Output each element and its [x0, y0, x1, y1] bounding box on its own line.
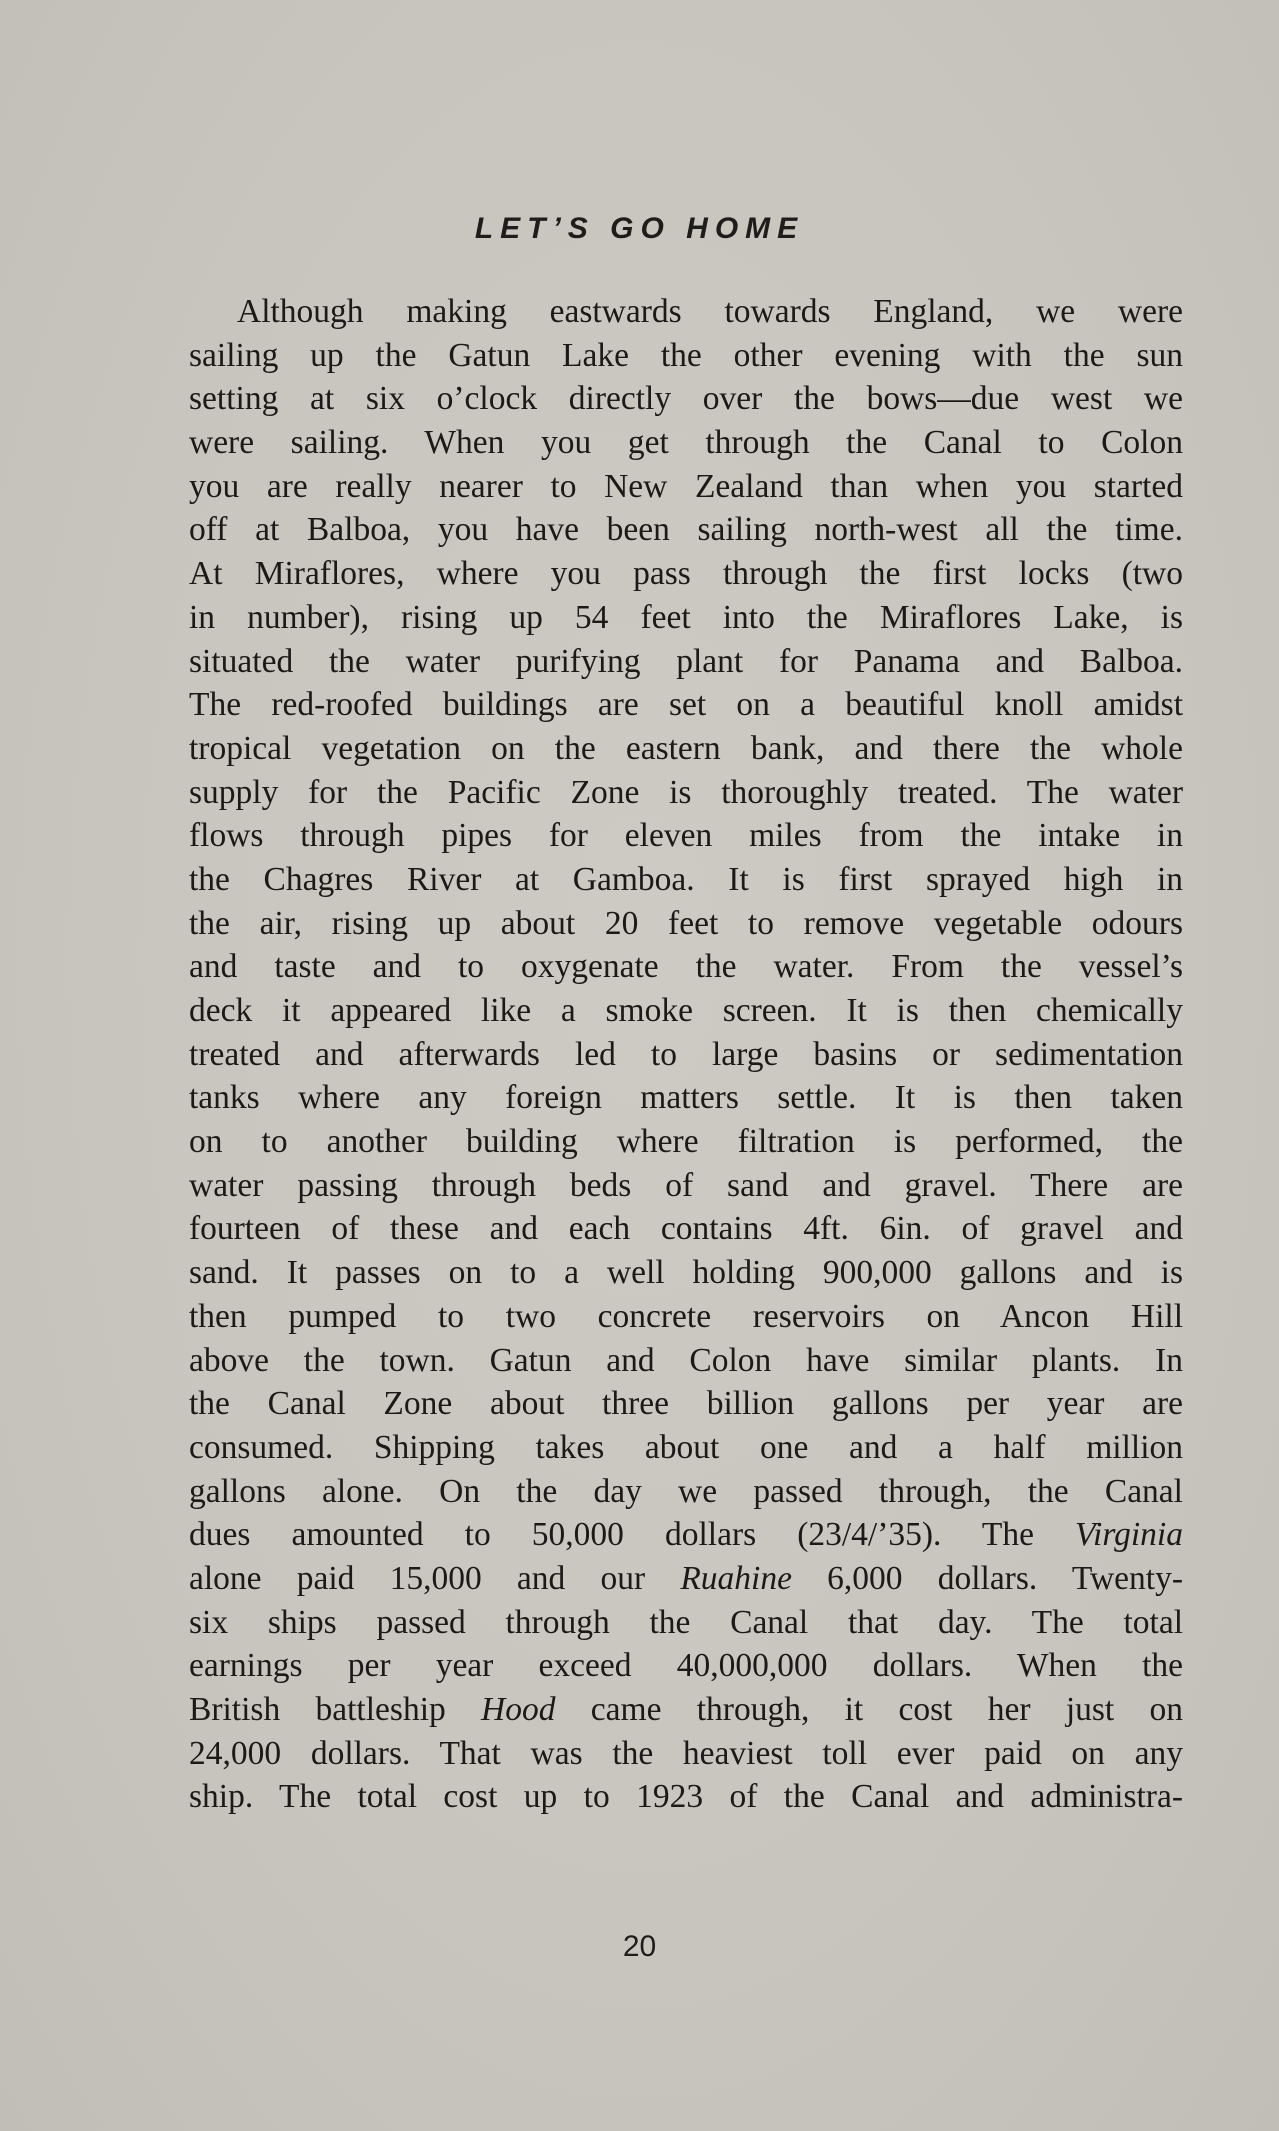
text-line: Although making eastwards towards England, we were: [237, 293, 1183, 330]
text-line: were sailing. When you get through the Canal to Colon: [189, 424, 1183, 462]
text-line: supply for the Pacific Zone is thoroughly treated. The water: [189, 773, 1183, 811]
text-line: on to another building where filtration is performed, the: [189, 1123, 1183, 1161]
ship-name-virginia: Virginia: [1075, 1516, 1183, 1554]
text-line: treated and afterwards led to large basins or sedimentation: [189, 1035, 1183, 1073]
text-line: then pumped to two concrete reservoirs on Ancon Hill: [189, 1297, 1183, 1335]
text-run: British battleship: [189, 1691, 482, 1728]
text-line: tropical vegetation on the eastern bank, and there the whole: [189, 729, 1183, 767]
text-line: setting at six o’clock directly over the bows—due west we: [189, 380, 1183, 418]
text-run: dues amounted to 50,000 dollars (23/4/’35). The: [189, 1516, 1076, 1554]
text-line: [189, 1688, 1183, 1732]
text-run: 6,000 dollars. Twenty-: [791, 1559, 1183, 1597]
text-line: the Chagres River at Gamboa. It is first sprayed high in: [189, 860, 1183, 898]
text-line: The red-roofed buildings are set on a beautiful knoll amidst: [189, 686, 1183, 724]
text-line: [189, 1513, 1183, 1557]
text-line: consumed. Shipping takes about one and a half million: [189, 1428, 1183, 1466]
text-line: six ships passed through the Canal that day. The total: [189, 1603, 1183, 1641]
text-line: At Miraflores, where you pass through the first locks (two: [189, 555, 1183, 593]
text-line: off at Balboa, you have been sailing north-west all the time.: [189, 511, 1183, 549]
text-run: alone paid 15,000 and our: [189, 1559, 681, 1597]
ship-name-hood: Hood: [481, 1691, 556, 1728]
text-line: water passing through beds of sand and gravel. There are: [189, 1166, 1183, 1204]
text-line: gallons alone. On the day we passed through, the Canal: [189, 1472, 1183, 1510]
text-line: flows through pipes for eleven miles from the intake in: [189, 817, 1183, 855]
text-line: and taste and to oxygenate the water. From the vessel’s: [189, 948, 1183, 986]
running-head: LET’S GO HOME: [474, 212, 805, 245]
text-line: the air, rising up about 20 feet to remove vegetable odours: [189, 904, 1183, 942]
text-line: sand. It passes on to a well holding 900,000 gallons and is: [189, 1254, 1183, 1292]
text-line: tanks where any foreign matters settle. It is then taken: [189, 1079, 1183, 1117]
text-run: came through, it cost her just on: [555, 1691, 1183, 1728]
text-line: situated the water purifying plant for Panama and Balboa.: [189, 642, 1183, 680]
text-line: fourteen of these and each contains 4ft. 6in. of gravel and: [189, 1210, 1183, 1248]
text-line: [189, 1557, 1183, 1601]
text-line: earnings per year exceed 40,000,000 dollars. When the: [189, 1647, 1183, 1685]
text-line: above the town. Gatun and Colon have similar plants. In: [189, 1341, 1183, 1379]
text-line: 24,000 dollars. That was the heaviest toll ever paid on any: [189, 1734, 1183, 1772]
text-line: ship. The total cost up to 1923 of the Canal and administra-: [189, 1778, 1183, 1816]
text-line: deck it appeared like a smoke screen. It is then chemically: [189, 992, 1183, 1029]
text-line: you are really nearer to New Zealand than when you started: [189, 467, 1183, 505]
body-text: [189, 290, 1183, 1819]
text-line: sailing up the Gatun Lake the other evening with the sun: [189, 336, 1183, 374]
page-number: 20: [622, 1930, 657, 1963]
text-line: in number), rising up 54 feet into the Miraflores Lake, is: [189, 598, 1183, 636]
ship-name-ruahine: Ruahine: [680, 1559, 792, 1597]
text-line: the Canal Zone about three billion gallons per year are: [189, 1385, 1183, 1423]
